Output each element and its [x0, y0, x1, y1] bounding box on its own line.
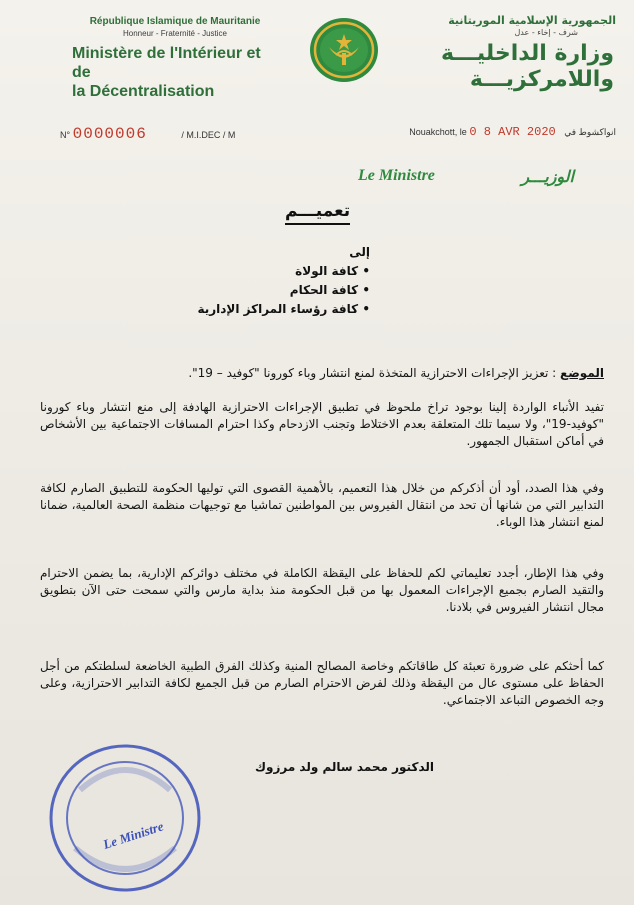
subject-text: : تعزيز الإجراءات الاحترازية المتخذة لمنع انتشار وباء كورونا "كوفيد – 19".	[188, 366, 557, 380]
recipient-item: • كافة الولاة	[170, 262, 370, 281]
recipients-block	[170, 243, 370, 319]
body-paragraph: تفيد الأنباء الواردة إلينا بوجود تراخ ملحوظ في تطبيق الإجراءات الاحترازية الهادفة إلى منع انتشار وباء كورونا "كوفيد-19"، ولا سيما تلك المتعلقة بعدم الاختلاط وتجنب الازدحام وكذا احترام المسافات الاجتماعية بين الأشخاص في أماكن استقبال الجمهور.	[40, 400, 604, 448]
signatory-ar: الوزيـــر	[521, 167, 574, 186]
ar-ministry-line2: واللامركزيـــة	[469, 67, 614, 92]
recipient-item: • كافة رؤساء المراكز الإدارية	[170, 300, 370, 319]
ar-ministry-line1: وزارة الداخليـــة	[441, 41, 614, 66]
ref-no-label: N°	[60, 130, 71, 140]
date-place-label: Nouakchott, le	[409, 127, 467, 137]
ref-suffix: / M.I.DEC / M	[181, 130, 236, 140]
arabic-letterhead	[396, 14, 616, 93]
date-ar-place-label: انواكشوط في	[564, 127, 616, 137]
ref-number-value: 0000006	[72, 125, 147, 143]
body-paragraph: وفي هذا الإطار، أجدد تعليماتي لكم للحفاظ على اليقظة الكاملة في مختلف دوائركم الإدارية، بما يضمن الاحترام والتقيد الصارم بجميع الإجراءات المعمول بها من قبل الحكومة منذ بداية مارس والتي سمحت حتى الآن بتطويق مجال انتشار الفيروس في بلادنا.	[40, 566, 604, 614]
ar-republic: الجمهورية الإسلامية الموريتانية	[448, 14, 616, 27]
fr-ministry	[70, 44, 280, 101]
date-line	[409, 125, 616, 139]
date-value: 0 8 AVR 2020	[469, 125, 556, 139]
recipient-item: • كافة الحكام	[170, 281, 370, 300]
subject-line	[40, 365, 604, 382]
body-paragraph: وفي هذا الصدد، أود أن أذكركم من خلال هذا التعميم، بالأهمية القصوى التي توليها الحكومة للتطبيق الصارم لكافة التدابير التي من شانها أن تحد من انتقال الفيروس بين المواطنين تماشيا مع توجيهات منظمة الصحة العالمية، ضمانا لمنع انتشار هذا الوباء.	[40, 481, 604, 529]
fr-motto: Honneur - Fraternité - Justice	[122, 29, 228, 38]
signature-name: الدكتور محمد سالم ولد مرزوك	[254, 760, 434, 774]
official-stamp	[40, 730, 210, 900]
fr-ministry-line2: la Décentralisation	[72, 83, 215, 100]
body-paragraph: كما أحثكم على ضرورة تعبئة كل طاقاتكم وخاصة المصالح المنية وكذلك الفرق الطبية الخاضعة لسلطتكم من أجل الحفاظ على مستوى عال من اليقظة وذلك لفرض الاحترام الصارم من قبل الجميع لكافة التدابير الاحترازية، وعلى وجه الخصوص التباعد الاجتماعي.	[40, 659, 604, 707]
national-seal-icon	[309, 17, 379, 83]
french-letterhead	[70, 16, 280, 101]
document-title: تعميـــم	[285, 201, 350, 225]
ar-ministry	[396, 41, 616, 93]
stamp-label: Le Ministre	[101, 818, 166, 852]
recipients-to: إلى	[349, 245, 370, 259]
fr-ministry-line1: Ministère de l'Intérieur et de	[72, 45, 261, 81]
signatory-fr: Le Ministre	[358, 167, 435, 184]
reference-number	[60, 125, 235, 143]
subject-label: الموضع	[560, 366, 604, 380]
fr-republic: République Islamique de Mauritanie	[89, 16, 261, 27]
ar-motto: شرف - إخاء - عدل	[514, 28, 578, 37]
